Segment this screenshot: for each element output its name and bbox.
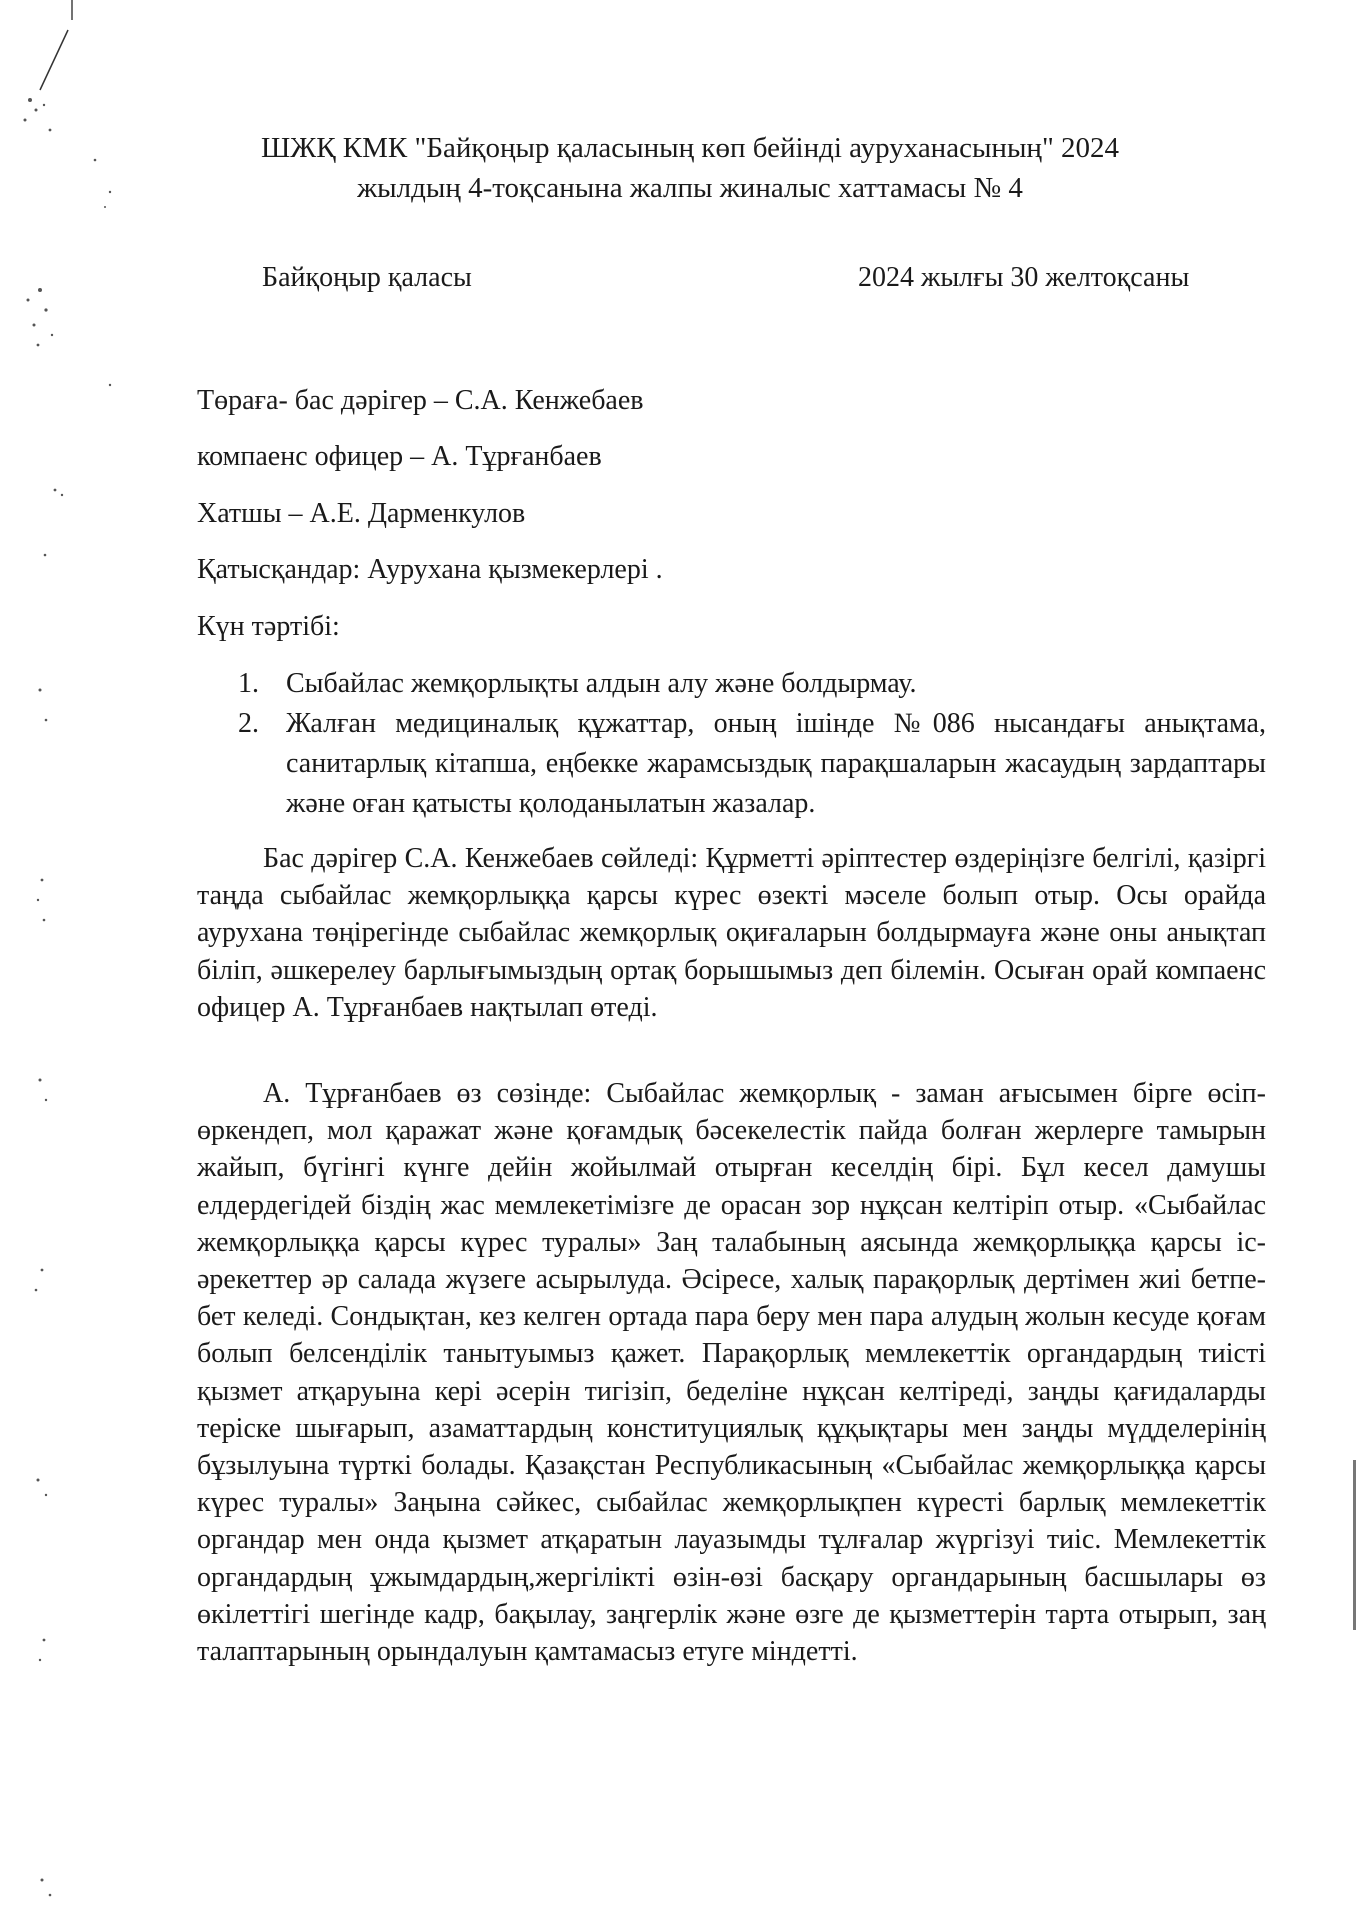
compliance-officer-speech-paragraph: А. Тұрғанбаев өз сөзінде: Сыбайлас жемқорлық - заман ағысымен бірге өсіп-өркендеп, мол қаражат және қоғамдық бәсекелестік пайда болған жерлерге тамырын жайып, бүгінгі күнге дейін жойылмай отырған кеселдің бірі. Бұл кесел дамушы елдердегідей біздің жас мемлекетімізге де орасан зор нұқсан келтіріп отыр. «Сыбайлас жемқорлыққа қарсы күрес туралы» Заң талабының аясында жемқорлыққа қарсы іс-әрекеттер әр салада жүзеге асырылуда. Әсіресе, халық парақорлық дертімен жиі бетпе-бет келеді. Сондықтан, кез келген ортада пара беру мен пара алудың жолын кесуде қоғам болып белсенділік танытуымыз қажет. Парақорлық мемлекеттік органдардың тиісті қызмет атқаруына кері әсерін тигізіп, беделіне нұқсан келтіреді, заңды қағидаларды теріске шығарып, азаматтардың конституциялық құқықтары мен заңды мүдделерінің бұзылуына түрткі болады. Қазақстан Республикасының «Сыбайлас жемқорлыққа қарсы күрес туралы» Заңына сәйкес, сыбайлас жемқорлықпен күресті барлық мемлекеттік органдар мен онда қызмет атқаратын лауазымды тұлғалар жүргізуі тиіс. Мемлекеттік органдардың ұжымдардың,жергілікті өзін-өзі басқару органдарының басшылары өз өкілеттігі шегінде кадр, бақылау, заңгерлік және өзге де қызметтерін тарта отырып, заң талаптарының орындалуын қамтамасыз етуге міндетті. — [197, 1078, 1266, 1668]
meeting-place: Байқоңыр қаласы — [262, 262, 472, 293]
title-line-2: жылдың 4-тоқсанына жалпы жиналыс хаттамасы № 4 — [357, 172, 1023, 204]
secretary-line: Хатшы – А.Е. Дарменкулов — [197, 498, 526, 529]
compliance-officer-line: компаенс офицер – А. Тұрғанбаев — [197, 441, 602, 472]
agenda-item-text: Сыбайлас жемқорлықты алдын алу және болдырмау. — [286, 668, 917, 699]
agenda-item — [238, 704, 1266, 824]
meeting-date: 2024 жылғы 30 желтоқсаны — [858, 262, 1190, 293]
attendees-line: Қатысқандар: Аурухана қызмекерлері . — [197, 554, 663, 585]
chief-doctor-speech-paragraph: Бас дәрігер С.А. Кенжебаев сөйледі: Құрметті әріптестер өздеріңізге белгілі, қазіргі таңда сыбайлас жемқорлыққа қарсы күрес өзекті мәселе болып отыр. Осы орайда аурухана төңірегінде сыбайлас жемқорлық оқиғаларын болдырмауға және оны анықтап біліп, әшкерелеу барлығымыздың ортақ борышымыз деп білемін. Осыған орай компаенс офицер А. Тұрғанбаев нақтылап өтеді. — [197, 843, 1266, 1023]
agenda-item — [238, 664, 1266, 704]
document-title — [160, 128, 1220, 208]
agenda-list — [238, 664, 1266, 824]
agenda-item-number: 1. — [238, 668, 259, 699]
scan-noise-marks — [0, 0, 130, 1920]
agenda-heading: Күн тәртібі: — [197, 611, 340, 642]
agenda-item-text: Жалған медициналық құжаттар, оның ішінде №086 нысандағы анықтама, санитарлық кітапша, еңбекке жарамсыздық парақшаларын жасаудың зардаптары және оған қатысты қолоданылатын жазалар. — [286, 708, 1266, 819]
title-line-1: ШЖҚ КМК "Байқоңыр қаласының көп бейінді ауруханасының" 2024 — [260, 132, 1120, 164]
scan-edge-mark — [1349, 1460, 1357, 1630]
agenda-item-number: 2. — [238, 708, 259, 739]
chairman-line: Төраға- бас дәрігер – С.А. Кенжебаев — [197, 385, 644, 416]
